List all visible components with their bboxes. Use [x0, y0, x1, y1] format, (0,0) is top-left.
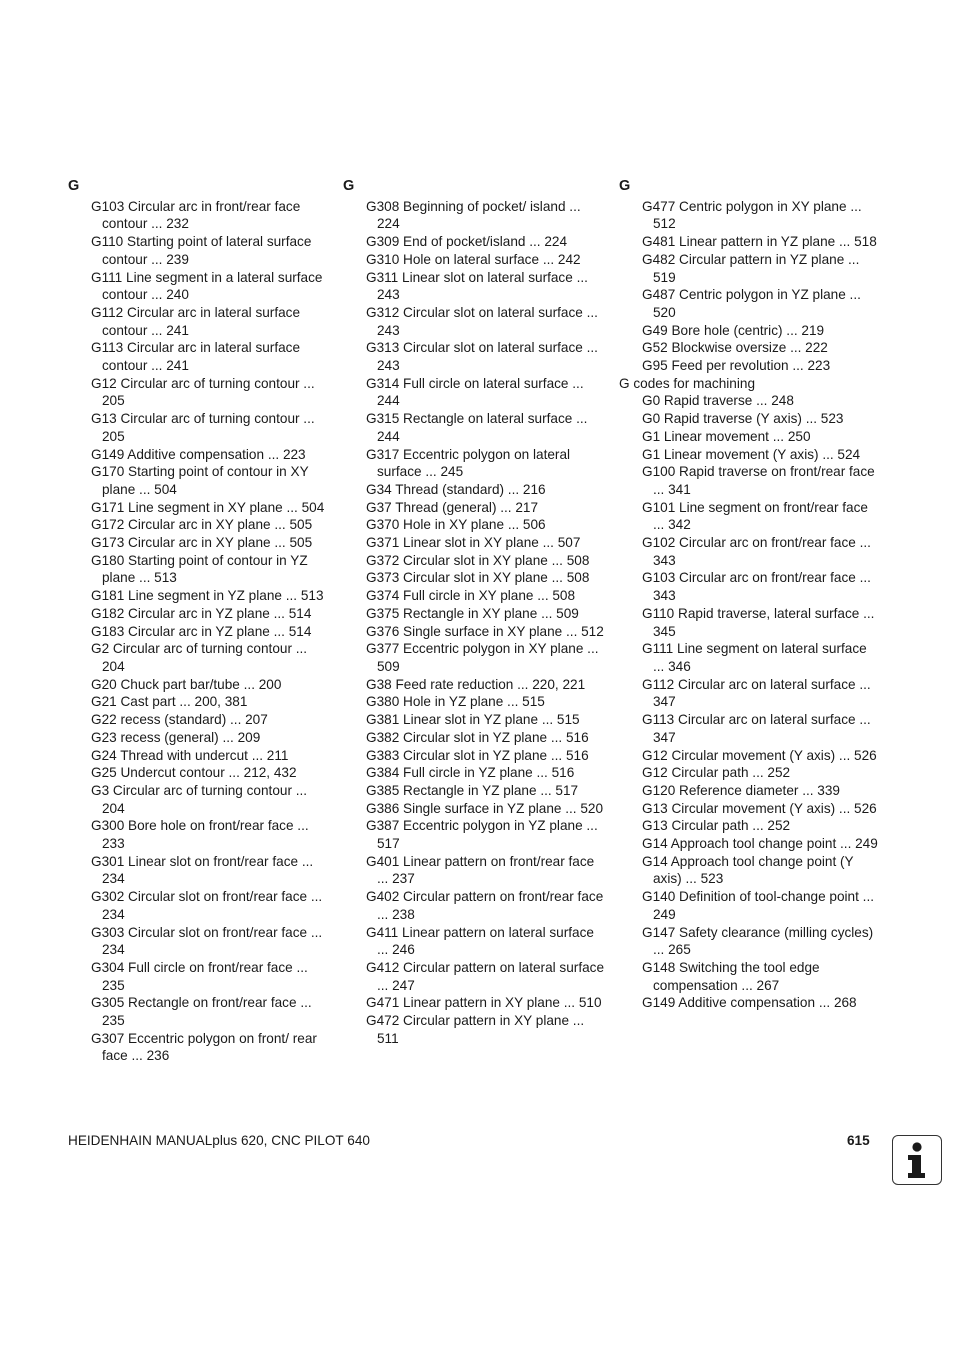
index-entry: G0 Rapid traverse ... 248 [642, 393, 794, 409]
index-entry: G111 Line segment on lateral surface ... 346 [642, 641, 867, 674]
index-entry: G301 Linear slot on front/rear face ... 234 [91, 853, 314, 887]
index-entry: G149 Additive compensation ... 268 [642, 995, 857, 1011]
index-entry: G codes for machining [619, 375, 756, 391]
index-entry: G52 Blockwise oversize ... 222 [642, 340, 828, 356]
index-entry: G12 Circular path ... 252 [642, 765, 791, 781]
index-entry: G372 Circular slot in XY plane ... 508 [366, 552, 590, 568]
index-entry: G376 Single surface in XY plane ... 512 [366, 623, 604, 639]
index-entry: G1 Linear movement (Y axis) ... 524 [642, 446, 861, 462]
index-entry: G384 Full circle in YZ plane ... 516 [366, 765, 575, 781]
index-entry: G308 Beginning of pocket/ island ... 224 [366, 198, 581, 232]
index-entry: G149 Additive compensation ... 223 [91, 446, 306, 462]
index-entry: G20 Chuck part bar/tube ... 200 [91, 676, 282, 692]
index-entry: G1 Linear movement ... 250 [642, 428, 811, 444]
index-entry: G380 Hole in YZ plane ... 515 [366, 694, 545, 710]
index-entry: G172 Circular arc in XY plane ... 505 [91, 517, 313, 533]
index-entry: G0 Rapid traverse (Y axis) ... 523 [642, 411, 844, 427]
index-entry: G13 Circular arc of turning contour ... 205 [91, 411, 315, 444]
index-entry: G371 Linear slot in XY plane ... 507 [366, 535, 581, 551]
index-entry: G22 recess (standard) ... 207 [91, 712, 268, 728]
index-letter-heading: G [343, 178, 355, 194]
index-entry: G310 Hole on lateral surface ... 242 [366, 251, 581, 267]
index-entry: G37 Thread (general) ... 217 [366, 499, 539, 515]
index-entry: G173 Circular arc in XY plane ... 505 [91, 535, 313, 551]
index-entry: G377 Eccentric polygon in XY plane ... 509 [366, 641, 599, 674]
index-entry: G38 Feed rate reduction ... 220, 221 [366, 676, 586, 692]
index-entry: G112 Circular arc in lateral surface contour ... 241 [91, 304, 301, 338]
index-letter-heading: G [619, 178, 631, 194]
index-entry: G482 Circular pattern in YZ plane ... 519 [642, 251, 860, 285]
index-entry: G101 Line segment on front/rear face ... 342 [642, 499, 868, 533]
index-entry: G471 Linear pattern in XY plane ... 510 [366, 995, 602, 1011]
index-entry: G49 Bore hole (centric) ... 219 [642, 322, 825, 338]
index-entry: G386 Single surface in YZ plane ... 520 [366, 800, 604, 816]
index-entry: G148 Switching the tool edge compensation ... 267 [642, 959, 820, 993]
index-entry: G12 Circular arc of turning contour ... 205 [91, 375, 315, 409]
index-entry: G307 Eccentric polygon on front/ rear face ... 236 [91, 1030, 317, 1064]
index-entry: G487 Centric polygon in YZ plane ... 520 [642, 287, 861, 320]
index-entry: G14 Approach tool change point ... 249 [642, 836, 878, 852]
index-entry: G314 Full circle on lateral surface ... 244 [366, 375, 584, 409]
index-entry: G180 Starting point of contour in YZ plane ... 513 [91, 552, 308, 586]
index-entry: G411 Linear pattern on lateral surface ... 246 [366, 924, 594, 958]
index-entry: G113 Circular arc on lateral surface ... 347 [642, 712, 871, 745]
index-entry: G401 Linear pattern on front/rear face ... 237 [366, 853, 595, 887]
index-entry: G317 Eccentric polygon on lateral surface ... 245 [366, 446, 571, 480]
index-entry: G402 Circular pattern on front/rear face ... 238 [366, 889, 604, 922]
index-entry: G140 Definition of tool-change point ... 249 [642, 889, 874, 922]
index-entry: G171 Line segment in XY plane ... 504 [91, 499, 325, 515]
index-column-1 [68, 178, 330, 1065]
index-entry: G181 Line segment in YZ plane ... 513 [91, 588, 324, 604]
index-entry: G383 Circular slot in YZ plane ... 516 [366, 747, 589, 763]
index-entry: G370 Hole in XY plane ... 506 [366, 517, 546, 533]
index-entry: G312 Circular slot on lateral surface ... 243 [366, 304, 598, 338]
index-entry: G375 Rectangle in XY plane ... 509 [366, 605, 579, 621]
index-entry: G373 Circular slot in XY plane ... 508 [366, 570, 590, 586]
info-icon [892, 1135, 942, 1185]
index-entry: G34 Thread (standard) ... 216 [366, 481, 546, 497]
index-entry: G387 Eccentric polygon in YZ plane ... 517 [366, 818, 598, 852]
index-entry: G481 Linear pattern in YZ plane ... 518 [642, 234, 877, 250]
index-entry: G103 Circular arc in front/rear face contour ... 232 [91, 198, 301, 232]
index-entry: G300 Bore hole on front/rear face ... 233 [91, 818, 309, 852]
index-entry: G385 Rectangle in YZ plane ... 517 [366, 782, 579, 798]
index-column-3 [619, 178, 881, 1012]
index-entry: G103 Circular arc on front/rear face ... 343 [642, 570, 871, 604]
index-entry: G23 recess (general) ... 209 [91, 729, 261, 745]
index-entry: G95 Feed per revolution ... 223 [642, 358, 831, 374]
index-entry: G3 Circular arc of turning contour ... 204 [91, 782, 308, 816]
index-entry: G147 Safety clearance (milling cycles) ... 265 [642, 924, 874, 958]
index-entry: G315 Rectangle on lateral surface ... 244 [366, 411, 588, 444]
index-entry: G311 Linear slot on lateral surface ... 243 [366, 269, 588, 303]
index-entry: G113 Circular arc in lateral surface contour ... 241 [91, 340, 301, 374]
index-entry: G302 Circular slot on front/rear face ... 234 [91, 889, 323, 922]
index-entry: G309 End of pocket/island ... 224 [366, 234, 568, 250]
index-entry: G13 Circular path ... 252 [642, 818, 791, 834]
index-letter-heading: G [68, 178, 80, 194]
index-entry: G100 Rapid traverse on front/rear face ... 341 [642, 464, 875, 497]
index-entry: G477 Centric polygon in XY plane ... 512 [642, 198, 862, 232]
index-entry: G472 Circular pattern in XY plane ... 511 [366, 1013, 585, 1046]
index-entry: G2 Circular arc of turning contour ... 204 [91, 641, 308, 674]
index-entry: G374 Full circle in XY plane ... 508 [366, 588, 576, 604]
index-entry: G170 Starting point of contour in XY plane ... 504 [91, 464, 309, 497]
index-entry: G305 Rectangle on front/rear face ... 235 [91, 995, 312, 1029]
index-entry: G412 Circular pattern on lateral surface ... 247 [366, 959, 605, 993]
index-entry: G303 Circular slot on front/rear face ... 234 [91, 924, 323, 958]
index-entry: G111 Line segment in a lateral surface contour ... 240 [91, 269, 323, 303]
index-entry: G13 Circular movement (Y axis) ... 526 [642, 800, 877, 816]
index-entry: G182 Circular arc in YZ plane ... 514 [91, 605, 312, 621]
index-entry: G112 Circular arc on lateral surface ... 347 [642, 676, 871, 710]
index-entry: G24 Thread with undercut ... 211 [91, 747, 289, 763]
index-entry: G102 Circular arc on front/rear face ... 343 [642, 535, 871, 568]
index-entry: G382 Circular slot in YZ plane ... 516 [366, 729, 589, 745]
index-entry: G120 Reference diameter ... 339 [642, 782, 840, 798]
index-entry: G14 Approach tool change point (Y axis) ... 523 [642, 853, 854, 887]
index-entry: G313 Circular slot on lateral surface ... 243 [366, 340, 598, 374]
index-column-2 [343, 178, 605, 1047]
page-number: 615 [847, 1133, 870, 1148]
index-entry: G12 Circular movement (Y axis) ... 526 [642, 747, 877, 763]
index-entry: G110 Rapid traverse, lateral surface ... 345 [642, 605, 875, 639]
index-entry: G183 Circular arc in YZ plane ... 514 [91, 623, 312, 639]
index-entry: G381 Linear slot in YZ plane ... 515 [366, 712, 580, 728]
index-entry: G21 Cast part ... 200, 381 [91, 694, 248, 710]
index-entry: G110 Starting point of lateral surface contour ... 239 [91, 234, 312, 267]
index-entry: G25 Undercut contour ... 212, 432 [91, 765, 297, 781]
index-entry: G304 Full circle on front/rear face ... 235 [91, 959, 308, 993]
footer-title: HEIDENHAIN MANUALplus 620, CNC PILOT 640 [68, 1133, 370, 1148]
